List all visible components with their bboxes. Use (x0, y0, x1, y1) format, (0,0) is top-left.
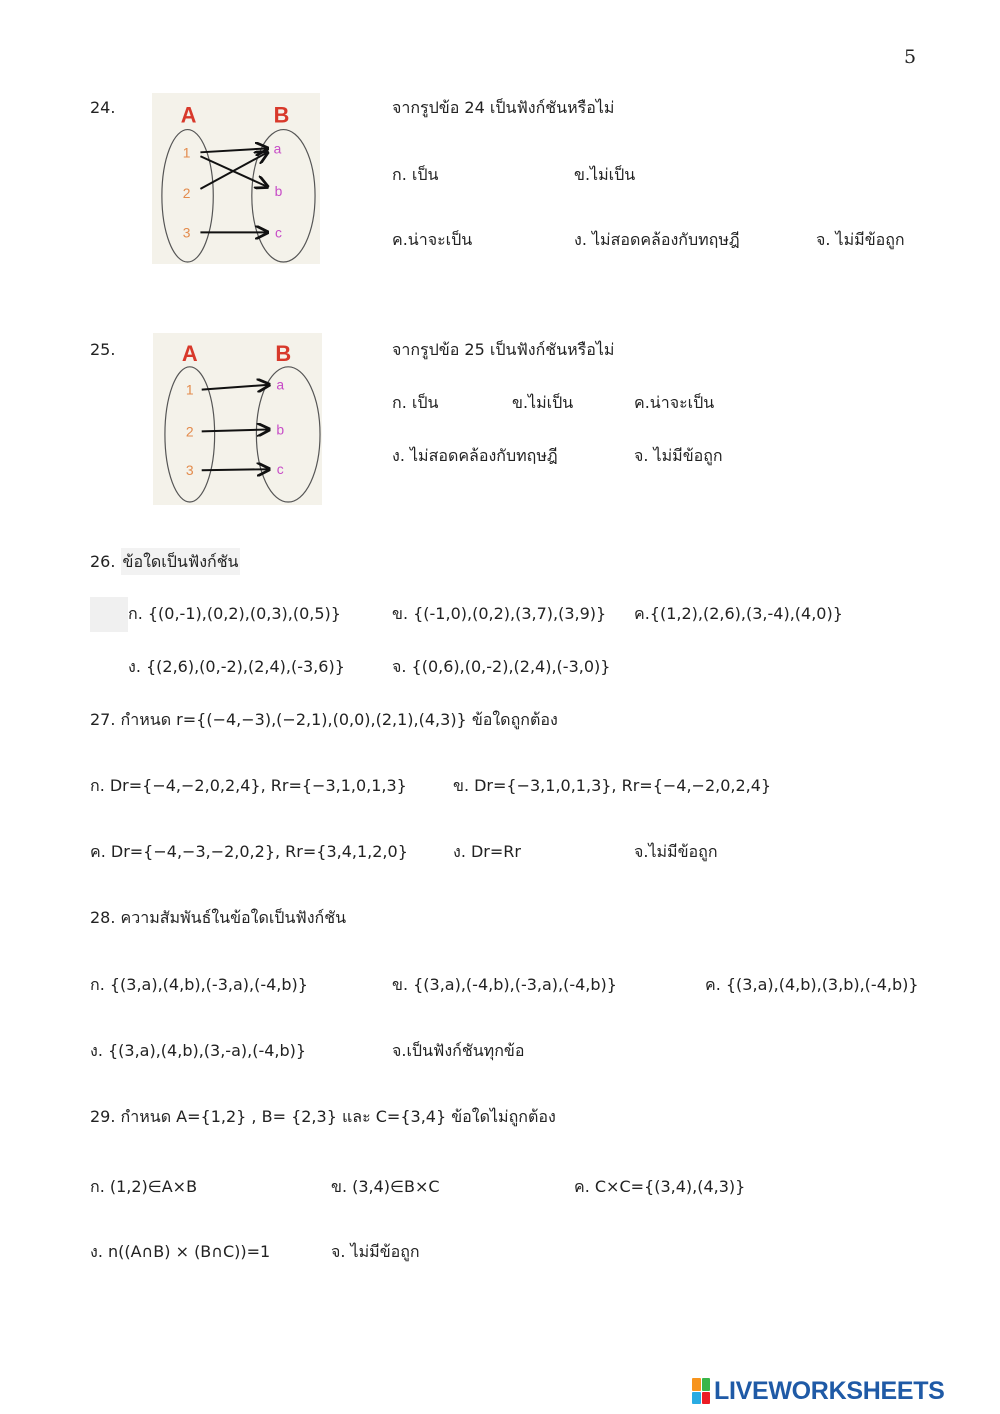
logo-tile (702, 1392, 711, 1405)
q29-number: 29. (90, 1107, 116, 1126)
set-b-label: B (273, 102, 290, 128)
q26-option-d: ง. {(2,6),(0,-2),(2,4),(-3,6)} (128, 657, 345, 676)
q27-option-d: ง. Dr=Rr (453, 842, 521, 861)
q25-diagram-svg (150, 333, 325, 505)
q25-mapping-diagram (150, 333, 325, 505)
arrow-3-to-c (202, 469, 270, 470)
q25-option-b: ข.ไม่เป็น (512, 393, 574, 412)
q25-option-e: จ. ไม่มีข้อถูก (634, 446, 723, 465)
domain-element: 3 (182, 224, 191, 241)
q28-question-text: ความสัมพันธ์ในข้อใดเป็นฟังก์ชัน (120, 908, 347, 927)
logo-tiles-icon (692, 1378, 710, 1404)
q28-option-d: ง. {(3,a),(4,b),(3,-a),(-4,b)} (90, 1041, 307, 1060)
q29-option-b: ข. (3,4)∈B×C (331, 1177, 440, 1196)
q24-option-e: จ. ไม่มีข้อถูก (816, 230, 905, 249)
q27-option-c: ค. Dr={−4,−3,−2,0,2}, Rr={3,4,1,2,0} (90, 842, 408, 861)
q28-option-e: จ.เป็นฟังก์ชันทุกข้อ (392, 1041, 525, 1060)
q27-option-b: ข. Dr={−3,1,0,1,3}, Rr={−4,−2,0,2,4} (453, 776, 772, 795)
q25-option-c: ค.น่าจะเป็น (634, 393, 715, 412)
codomain-element: a (276, 376, 285, 393)
codomain-element: c (276, 461, 284, 478)
codomain-element: b (274, 182, 283, 199)
codomain-element: c (275, 224, 282, 241)
domain-element: 1 (182, 144, 191, 161)
q26-option-b: ข. {(-1,0),(0,2),(3,7),(3,9)} (392, 604, 607, 623)
q29-option-c: ค. C×C={(3,4),(4,3)} (574, 1177, 746, 1196)
domain-element: 2 (185, 423, 194, 440)
q29-question-text: กำหนด A={1,2} , B= {2,3} และ C={3,4} ข้อใดไม่ถูกต้อง (120, 1107, 556, 1126)
diagram-background (152, 93, 320, 264)
q27-option-e: จ.ไม่มีข้อถูก (634, 842, 718, 861)
page-number: 5 (904, 46, 917, 68)
q29-heading (90, 1106, 556, 1128)
q24-mapping-diagram (152, 92, 320, 265)
q26-question-text: ข้อใดเป็นฟังก์ชัน (121, 548, 241, 575)
q26-heading (90, 551, 240, 573)
q28-option-c: ค. {(3,a),(4,b),(3,b),(-4,b)} (705, 975, 919, 994)
q24-option-a: ก. เป็น (392, 165, 439, 184)
q26-option-a: ก. {(0,-1),(0,2),(0,3),(0,5)} (128, 604, 341, 623)
logo-text: LIVEWORKSHEETS (714, 1376, 945, 1405)
q25-option-a: ก. เป็น (392, 393, 439, 412)
liveworksheets-logo[interactable] (692, 1375, 945, 1407)
q28-number: 28. (90, 908, 116, 927)
logo-tile (692, 1392, 701, 1405)
q26-option-c: ค.{(1,2),(2,6),(3,-4),(4,0)} (634, 604, 843, 623)
q29-option-d: ง. n((A∩B) × (B∩C))=1 (90, 1242, 271, 1261)
logo-tile (692, 1378, 701, 1391)
q28-heading (90, 907, 346, 929)
set-b-label: B (275, 340, 292, 366)
q27-option-a: ก. Dr={−4,−2,0,2,4}, Rr={−3,1,0,1,3} (90, 776, 407, 795)
q24-option-b: ข.ไม่เป็น (574, 165, 636, 184)
answer-placeholder-box (90, 597, 128, 632)
domain-element: 2 (182, 184, 191, 201)
q24-number: 24. (90, 98, 116, 117)
set-a-label: A (180, 102, 197, 128)
q25-number: 25. (90, 340, 116, 359)
q26-option-e: จ. {(0,6),(0,-2),(2,4),(-3,0)} (392, 657, 611, 676)
set-a-label: A (181, 340, 198, 366)
q24-question-text: จากรูปข้อ 24 เป็นฟังก์ชันหรือไม่ (392, 98, 615, 117)
q27-heading (90, 709, 558, 731)
codomain-element: a (273, 140, 282, 157)
q25-option-d: ง. ไม่สอดคล้องกับทฤษฎี (392, 446, 558, 465)
q29-option-e: จ. ไม่มีข้อถูก (331, 1242, 420, 1261)
q28-option-a: ก. {(3,a),(4,b),(-3,a),(-4,b)} (90, 975, 308, 994)
q26-number: 26. (90, 552, 116, 571)
logo-tile (702, 1378, 711, 1391)
diagram-background (153, 333, 322, 505)
domain-element: 3 (185, 462, 194, 479)
q25-question-text: จากรูปข้อ 25 เป็นฟังก์ชันหรือไม่ (392, 340, 615, 359)
q24-diagram-svg (152, 92, 320, 265)
q27-number: 27. (90, 710, 116, 729)
domain-element: 1 (185, 381, 194, 398)
q28-option-b: ข. {(3,a),(-4,b),(-3,a),(-4,b)} (392, 975, 617, 994)
q24-option-d: ง. ไม่สอดคล้องกับทฤษฎี (574, 230, 740, 249)
q27-question-text: กำหนด r={(−4,−3),(−2,1),(0,0),(2,1),(4,3)} ข้อใดถูกต้อง (120, 710, 558, 729)
q29-option-a: ก. (1,2)∈A×B (90, 1177, 198, 1196)
codomain-element: b (276, 421, 285, 438)
q24-option-c: ค.น่าจะเป็น (392, 230, 473, 249)
